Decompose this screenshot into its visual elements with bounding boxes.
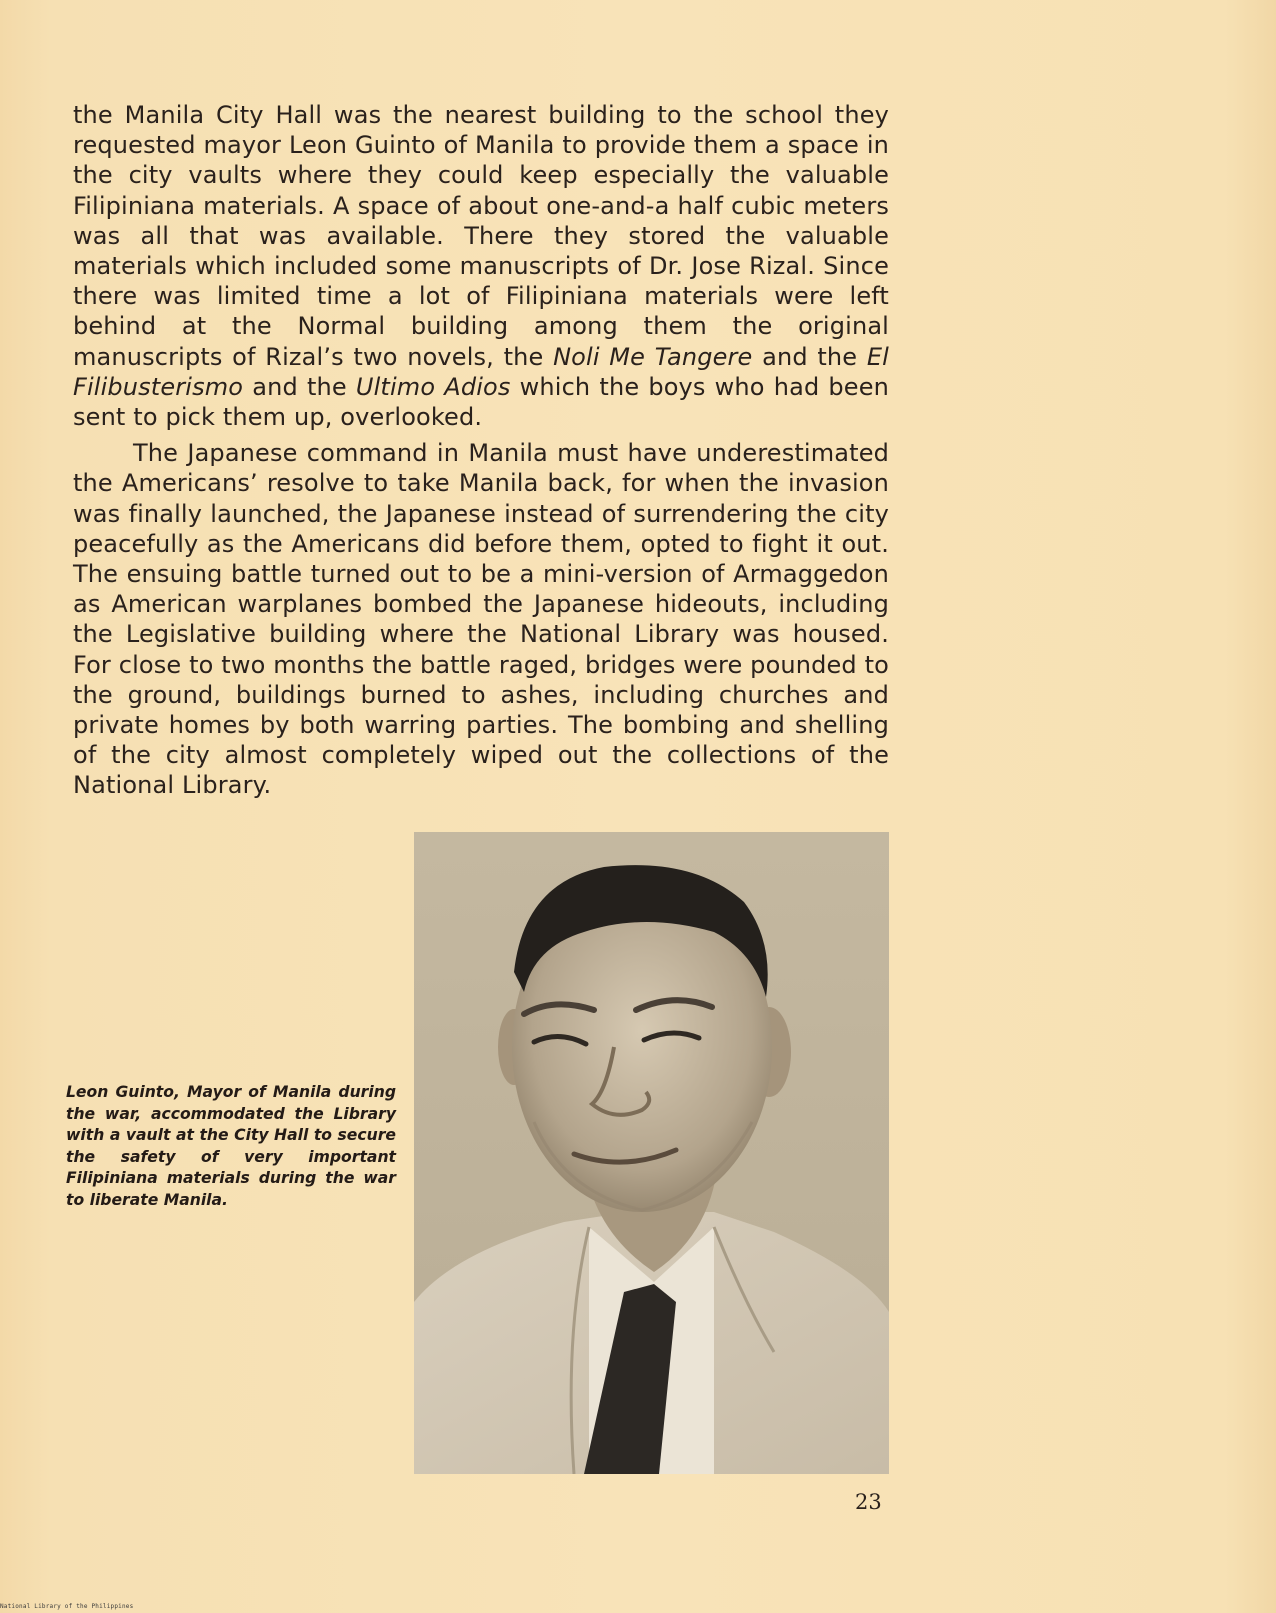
portrait-illustration: [414, 832, 889, 1474]
title-ultimo-adios: Ultimo Adios: [355, 372, 511, 401]
paragraph-1: [73, 100, 889, 432]
portrait-photo: [414, 832, 889, 1474]
title-el-filibusterismo: El Filibusterismo: [73, 342, 889, 401]
page-number: 23: [855, 1490, 882, 1514]
paragraph-2: The Japanese command in Manila must have underestimated the Americans’ resolve to take Manila back, for when the invasion was finally launched, the Japanese instead of surrendering the city peacefully as the Americans did before them, opted to fight it out. The ensuing battle turned out to be a mini-version of Armaggedon as American warplanes bombed the Japanese hideouts, including the Legislative building where the National Library was housed. For close to two months the battle raged, bridges were pounded to the ground, buildings burned to ashes, including churches and private homes by both warring parties. The bombing and shelling of the city almost completely wiped out the collections of the National Library.: [73, 439, 889, 800]
paragraph-1-part-2: and the: [752, 342, 867, 371]
footer-credit: National Library of the Philippines: [0, 1603, 134, 1610]
photo-caption: Leon Guinto, Mayor of Manila during the war, accommodated the Library with a vault at the City Hall to secure the safety of very important Filipiniana materials during the war to liberate Manila.: [66, 1083, 396, 1209]
paragraph-1-part-1: the Manila City Hall was the nearest building to the school they requested mayor Leon Guinto of Manila to provide them a space in the city vaults where they could keep especially the valuable Filipiniana materials. A space of about one-and-a half cubic meters was all that was available. There they stored the valuable materials which included some manuscripts of Dr. Jose Rizal. Since there was limited time a lot of Filipiniana materials were left behind at the Normal building among them the original manuscripts of Rizal’s two novels, the: [73, 101, 889, 371]
paragraph-1-part-4: which the boys who had been sent to pick them up, overlooked.: [73, 372, 890, 432]
body-text: [73, 100, 889, 801]
paragraph-1-part-3: and the: [243, 372, 356, 401]
title-noli-me-tangere: Noli Me Tangere: [553, 342, 753, 371]
